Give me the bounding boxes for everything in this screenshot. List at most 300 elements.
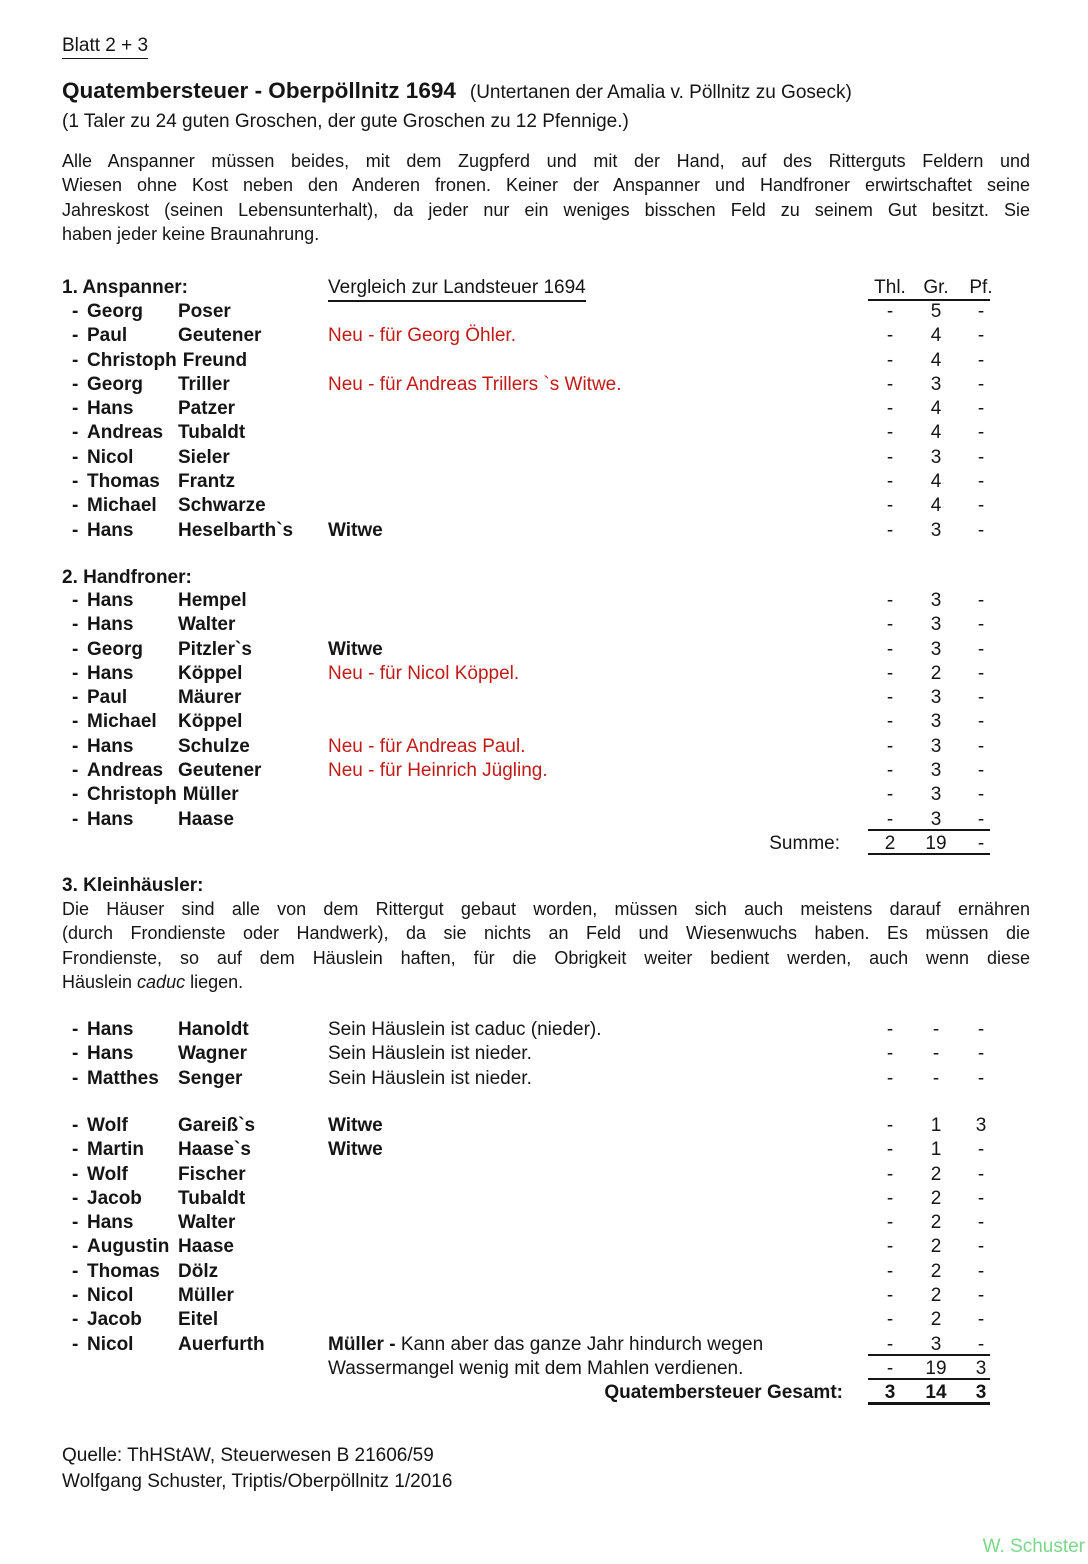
amount-pf: -: [977, 784, 985, 806]
table-row: [0, 1308, 1088, 1332]
person-name: [72, 421, 245, 445]
person-last-name: Triller: [178, 373, 230, 395]
table-row: [0, 397, 1088, 421]
person-name: [72, 373, 230, 397]
row-note-text: Neu - für Nicol Köppel.: [328, 662, 520, 684]
row-dash: -: [72, 1285, 79, 1307]
row-dash: -: [72, 784, 79, 806]
section3-paragraph-line: [62, 970, 1030, 994]
table-row: [0, 519, 1088, 543]
person-name: [72, 662, 242, 686]
person-name: [72, 613, 235, 637]
column-header-pf: Pf.: [969, 277, 993, 298]
person-first-name: Andreas: [87, 422, 164, 444]
section1-heading: 1. Anspanner:: [62, 277, 188, 298]
person-name: [72, 349, 247, 373]
amount-gr: 2: [930, 1187, 942, 1209]
row-dash: -: [72, 1236, 79, 1258]
person-last-name: Poser: [178, 301, 231, 322]
person-first-name: Nicol: [87, 1285, 134, 1307]
row-dash: -: [72, 519, 79, 541]
person-last-name: Köppel: [178, 662, 243, 684]
table-row: [0, 421, 1088, 445]
amount-thl: -: [886, 711, 894, 733]
amount-pf: -: [977, 1019, 985, 1040]
intro-line: haben jeder keine Braunahrung.: [62, 223, 320, 244]
amount-pf: -: [977, 832, 985, 854]
table-row: [0, 686, 1088, 710]
row-note-text: Sein Häuslein ist nieder.: [328, 1043, 532, 1065]
amount-thl: -: [886, 519, 894, 541]
amount-pf: -: [977, 1285, 985, 1307]
section3-paragraph-line: Die Häuser sind alle von dem Rittergut gebaut worden, müssen sich auch meistens darauf ernähren: [62, 899, 1030, 919]
amount-gr: 3: [930, 711, 942, 733]
row-note: [328, 638, 383, 662]
person-first-name: Wolf: [87, 1115, 128, 1136]
row-dash: -: [72, 808, 79, 830]
table-row: [0, 494, 1088, 518]
amount-thl: 3: [884, 1382, 896, 1404]
sum-label: Summe:: [769, 832, 840, 854]
table-row: [0, 1235, 1088, 1259]
row-dash: -: [72, 1019, 79, 1040]
amount-pf: -: [977, 711, 985, 733]
section3-paragraph: [62, 897, 1030, 994]
section3-rows-a: [0, 1018, 1088, 1091]
amount-thl: -: [886, 590, 894, 611]
person-first-name: Matthes: [87, 1067, 159, 1089]
amount-thl: -: [886, 662, 894, 684]
amount-pf: -: [977, 1333, 985, 1355]
sum-rule: [868, 1378, 990, 1380]
amount-thl: -: [886, 808, 894, 830]
row-note-text: Sein Häuslein ist nieder.: [328, 1067, 532, 1089]
person-name: [72, 1114, 255, 1138]
amount-pf: -: [977, 519, 985, 541]
row-note-bold: Witwe: [328, 1139, 383, 1161]
person-last-name: Walter: [178, 1212, 236, 1234]
person-last-name: Geutener: [178, 325, 262, 347]
amount-thl: -: [886, 301, 894, 322]
amount-pf: -: [977, 1163, 985, 1185]
amount-pf: -: [977, 1212, 985, 1234]
amount-thl: -: [886, 1357, 894, 1379]
amount-thl: -: [886, 638, 894, 660]
row-dash: -: [72, 446, 79, 468]
amount-gr: -: [932, 1067, 940, 1089]
person-first-name: Hans: [87, 1043, 134, 1065]
table-row: [0, 710, 1088, 734]
amount-gr: 2: [930, 1163, 942, 1185]
table-row: [0, 373, 1088, 397]
amount-thl: -: [886, 784, 894, 806]
amount-pf: -: [977, 422, 985, 444]
amount-thl: -: [886, 1115, 894, 1136]
person-last-name: Haase: [178, 1236, 234, 1258]
amount-pf: -: [977, 1260, 985, 1282]
section3-heading: 3. Kleinhäusler:: [62, 875, 204, 896]
amount-gr: 3: [930, 808, 942, 830]
person-last-name: Hanoldt: [178, 1019, 249, 1040]
row-dash: -: [72, 1163, 79, 1185]
row-dash: -: [72, 735, 79, 757]
amount-thl: -: [886, 1043, 894, 1065]
person-first-name: Thomas: [87, 1260, 160, 1282]
intro-line: Wiesen ohne Kost neben den Anderen fronen. Keiner der Anspanner und Handfroner erwirtschaftet seine: [62, 175, 1030, 196]
row-note: [328, 519, 383, 543]
amount-pf: -: [977, 349, 985, 371]
row-dash: -: [72, 1309, 79, 1331]
person-last-name: Schulze: [178, 735, 250, 757]
row-note: [328, 1018, 602, 1042]
amount-thl: -: [886, 1139, 894, 1161]
person-first-name: Nicol: [87, 446, 134, 468]
person-last-name: Hempel: [178, 590, 247, 611]
table-row: [0, 1138, 1088, 1162]
amount-thl: -: [886, 1019, 894, 1040]
amount-pf: -: [977, 1187, 985, 1209]
amount-gr: 3: [930, 373, 942, 395]
person-name: [72, 324, 261, 348]
amount-thl: -: [886, 1163, 894, 1185]
row-note: [328, 1138, 383, 1162]
table-row: [0, 446, 1088, 470]
amount-thl: -: [886, 325, 894, 347]
sum-rule: [868, 853, 990, 855]
person-name: [72, 1235, 234, 1259]
amount-thl: -: [886, 614, 894, 636]
person-last-name: Frantz: [178, 471, 235, 493]
person-first-name: Hans: [87, 398, 134, 420]
row-note-text: Sein Häuslein ist caduc (nieder).: [328, 1019, 602, 1040]
table-row: [0, 613, 1088, 637]
person-name: [72, 397, 235, 421]
amount-thl: -: [886, 1309, 894, 1331]
amount-thl: -: [886, 1285, 894, 1307]
row-dash: -: [72, 662, 79, 684]
table-row: [0, 1357, 1088, 1381]
sheet-label: [62, 34, 148, 59]
row-dash: -: [72, 1067, 79, 1089]
sheet-label-text: Blatt 2 + 3: [62, 34, 148, 59]
person-first-name: Nicol: [87, 1333, 134, 1355]
title-line: [62, 79, 852, 105]
amount-pf: -: [977, 687, 985, 709]
person-name: [72, 710, 242, 734]
sum-rule: [868, 1402, 990, 1405]
table-row: [0, 589, 1088, 613]
table-row: [0, 638, 1088, 662]
person-last-name: Walter: [178, 614, 236, 636]
person-first-name: Thomas: [87, 471, 160, 493]
person-name: [72, 1042, 247, 1066]
amount-gr: 14: [925, 1382, 947, 1404]
table-row: [0, 1333, 1088, 1357]
amount-thl: -: [886, 398, 894, 420]
amount-gr: 19: [925, 832, 947, 854]
person-last-name: Müller: [178, 1285, 234, 1307]
amount-gr: 3: [930, 519, 942, 541]
person-first-name: Georg: [87, 301, 143, 322]
sum-rule: [868, 829, 990, 831]
person-first-name: Andreas: [87, 760, 164, 782]
person-name: [72, 638, 252, 662]
amount-pf: -: [977, 301, 985, 322]
person-name: [72, 1163, 246, 1187]
person-last-name: Eitel: [178, 1309, 219, 1331]
table-row: [0, 832, 1088, 856]
table-row: [0, 662, 1088, 686]
person-first-name: Michael: [87, 711, 157, 733]
intro-line: Jahreskost (seinen Lebensunterhalt), da jeder nur ein weniges bisschen Feld zu seinem Gut besitzt. Sie: [62, 199, 1030, 220]
person-last-name: Wagner: [178, 1043, 247, 1065]
amount-gr: 1: [930, 1115, 942, 1136]
amount-pf: -: [977, 614, 985, 636]
table-row: [0, 470, 1088, 494]
row-note: [328, 373, 622, 397]
table-row: [0, 808, 1088, 832]
table-row: [0, 1163, 1088, 1187]
person-first-name: Michael: [87, 495, 157, 517]
section2-heading: 2. Handfroner:: [62, 567, 192, 588]
row-dash: -: [72, 325, 79, 347]
person-first-name: Hans: [87, 808, 134, 830]
person-first-name: Hans: [87, 1019, 134, 1040]
amount-thl: -: [886, 422, 894, 444]
table-row: [0, 759, 1088, 783]
table-row: [0, 1187, 1088, 1211]
section3-paragraph-line: Frondienste, so auf dem Häuslein haften, für die Obrigkeit weiter bedient werden, auch wenn diese: [62, 947, 1030, 968]
person-first-name: Hans: [87, 662, 134, 684]
row-dash: -: [72, 711, 79, 733]
amount-thl: -: [886, 1236, 894, 1258]
row-note-text: Neu - für Andreas Paul.: [328, 735, 526, 757]
person-name: [72, 494, 266, 518]
table-row: [0, 1042, 1088, 1066]
amount-gr: 5: [930, 301, 942, 322]
person-first-name: Hans: [87, 1212, 134, 1234]
row-note: [328, 1333, 763, 1357]
amount-pf: -: [977, 1139, 985, 1161]
amount-thl: -: [886, 687, 894, 709]
amount-pf: -: [977, 662, 985, 684]
row-note: [328, 759, 548, 783]
row-note-text: Neu - für Georg Öhler.: [328, 325, 516, 347]
subtitle: (1 Taler zu 24 guten Groschen, der gute Groschen zu 12 Pfennige.): [62, 111, 629, 132]
row-note: [328, 1357, 743, 1381]
row-dash: -: [72, 471, 79, 493]
table-row: [0, 1381, 1088, 1405]
section3-rows-b: [0, 1114, 1088, 1406]
person-last-name: Fischer: [178, 1163, 246, 1185]
amount-gr: 4: [930, 471, 942, 493]
amount-gr: -: [932, 1019, 940, 1040]
person-first-name: Paul: [87, 325, 128, 347]
table-row: [0, 735, 1088, 759]
person-last-name: Senger: [178, 1067, 243, 1089]
sum-rule: [868, 1354, 990, 1356]
row-dash: -: [72, 687, 79, 709]
section3-header: [0, 874, 1088, 898]
amount-gr: 3: [930, 784, 942, 806]
row-dash: -: [72, 1212, 79, 1234]
person-name: [72, 519, 293, 543]
amount-gr: 2: [930, 662, 942, 684]
person-last-name: Heselbarth`s: [178, 519, 294, 541]
amount-pf: -: [977, 638, 985, 660]
amount-pf: -: [977, 398, 985, 420]
row-note-text: Kann aber das ganze Jahr hindurch wegen: [395, 1333, 764, 1355]
row-dash: -: [72, 373, 79, 395]
amount-gr: 1: [930, 1139, 942, 1161]
amount-pf: 3: [975, 1357, 987, 1379]
amount-thl: -: [886, 471, 894, 493]
amount-gr: 3: [930, 614, 942, 636]
amount-pf: -: [977, 446, 985, 468]
row-dash: -: [72, 1115, 79, 1136]
row-dash: -: [72, 1260, 79, 1282]
amount-thl: -: [886, 735, 894, 757]
amount-pf: 3: [975, 1382, 987, 1404]
row-dash: -: [72, 614, 79, 636]
amount-gr: 3: [930, 638, 942, 660]
amount-thl: -: [886, 1260, 894, 1282]
table-row: [0, 1284, 1088, 1308]
amount-pf: -: [977, 325, 985, 347]
person-last-name: Geutener: [178, 760, 262, 782]
watermark: W. Schuster: [982, 1536, 1085, 1557]
author-line: Wolfgang Schuster, Triptis/Oberpöllnitz 1/2016: [62, 1470, 453, 1492]
intro-line: Alle Anspanner müssen beides, mit dem Zugpferd und mit der Hand, auf des Ritterguts Feldern und: [62, 151, 1030, 171]
person-first-name: Augustin: [87, 1236, 170, 1258]
amount-thl: -: [886, 1067, 894, 1089]
person-last-name: Freund: [182, 349, 248, 371]
row-note-text: Neu - für Heinrich Jügling.: [328, 760, 548, 782]
row-note-bold: Witwe: [328, 1115, 383, 1136]
amount-pf: -: [977, 590, 985, 611]
row-dash: -: [72, 398, 79, 420]
footer: [62, 1443, 452, 1494]
person-last-name: Pitzler`s: [178, 638, 252, 660]
row-note: [328, 735, 526, 759]
person-first-name: Hans: [87, 614, 134, 636]
amount-thl: -: [886, 495, 894, 517]
title-note: (Untertanen der Amalia v. Pöllnitz zu Goseck): [469, 82, 852, 103]
person-first-name: Hans: [87, 735, 134, 757]
person-name: [72, 1067, 242, 1091]
amount-thl: -: [886, 760, 894, 782]
page-title: Quatembersteuer - Oberpöllnitz 1694: [62, 78, 456, 103]
section2-header: [0, 566, 1088, 590]
amount-thl: -: [886, 1187, 894, 1209]
person-first-name: Paul: [87, 687, 128, 709]
person-name: [72, 1260, 218, 1284]
row-note-bold: Witwe: [328, 519, 383, 541]
amount-thl: -: [886, 373, 894, 395]
amount-gr: 4: [930, 349, 942, 371]
person-first-name: Christoph: [87, 784, 177, 806]
row-note: [328, 662, 519, 686]
person-last-name: Haase`s: [178, 1139, 251, 1161]
section2-rows: [0, 589, 1088, 856]
paragraph-text: liegen.: [185, 971, 244, 992]
person-first-name: Georg: [87, 638, 143, 660]
person-name: [72, 470, 235, 494]
amount-gr: 3: [930, 590, 942, 611]
amount-thl: -: [886, 446, 894, 468]
person-name: [72, 1308, 218, 1332]
person-first-name: Hans: [87, 519, 134, 541]
row-note: [328, 324, 516, 348]
amount-pf: -: [977, 1067, 985, 1089]
person-last-name: Gareiß`s: [178, 1115, 256, 1136]
amount-column-headers: [868, 276, 993, 301]
section1-header: [0, 276, 1088, 300]
row-note-bold: Witwe: [328, 638, 383, 660]
row-dash: -: [72, 422, 79, 444]
amount-pf: -: [977, 471, 985, 493]
person-first-name: Jacob: [87, 1309, 142, 1331]
amount-gr: 4: [930, 398, 942, 420]
person-name: [72, 686, 241, 710]
section1-rows: [0, 300, 1088, 543]
person-first-name: Jacob: [87, 1187, 142, 1209]
person-name: [72, 1211, 235, 1235]
row-note-bold: Müller -: [328, 1333, 396, 1355]
person-last-name: Mäurer: [178, 687, 242, 709]
column-header-thl: Thl.: [874, 277, 906, 298]
person-last-name: Dölz: [178, 1260, 219, 1282]
person-last-name: Schwarze: [178, 495, 266, 517]
person-last-name: Haase: [178, 808, 234, 830]
amount-thl: -: [886, 1333, 894, 1355]
amount-gr: 3: [930, 1333, 942, 1355]
amount-gr: 3: [930, 446, 942, 468]
table-row: [0, 1211, 1088, 1235]
amount-gr: 3: [930, 735, 942, 757]
person-name: [72, 1018, 249, 1042]
person-name: [72, 1138, 251, 1162]
table-row: [0, 783, 1088, 807]
amount-gr: 2: [930, 1212, 942, 1234]
table-row: [0, 1260, 1088, 1284]
person-first-name: Christoph: [87, 349, 177, 371]
row-dash: -: [72, 1043, 79, 1065]
table-row: [0, 324, 1088, 348]
amount-thl: 2: [884, 832, 896, 854]
row-note: [328, 1042, 532, 1066]
table-row: [0, 1067, 1088, 1091]
amount-gr: 2: [930, 1236, 942, 1258]
row-note: [328, 1067, 532, 1091]
amount-gr: 2: [930, 1260, 942, 1282]
compare-heading: Vergleich zur Landsteuer 1694: [328, 276, 586, 302]
person-last-name: Tubaldt: [178, 422, 246, 444]
person-name: [72, 1333, 265, 1357]
person-last-name: Auerfurth: [178, 1333, 265, 1355]
person-first-name: Hans: [87, 590, 134, 611]
latin-term: caduc: [137, 971, 186, 992]
row-dash: -: [72, 349, 79, 371]
row-dash: -: [72, 760, 79, 782]
amount-pf: 3: [975, 1115, 987, 1136]
table-row: [0, 349, 1088, 373]
amount-gr: 3: [930, 687, 942, 709]
person-name: [72, 1187, 245, 1211]
amount-gr: -: [932, 1043, 940, 1065]
table-row: [0, 1114, 1088, 1138]
person-last-name: Sieler: [178, 446, 230, 468]
